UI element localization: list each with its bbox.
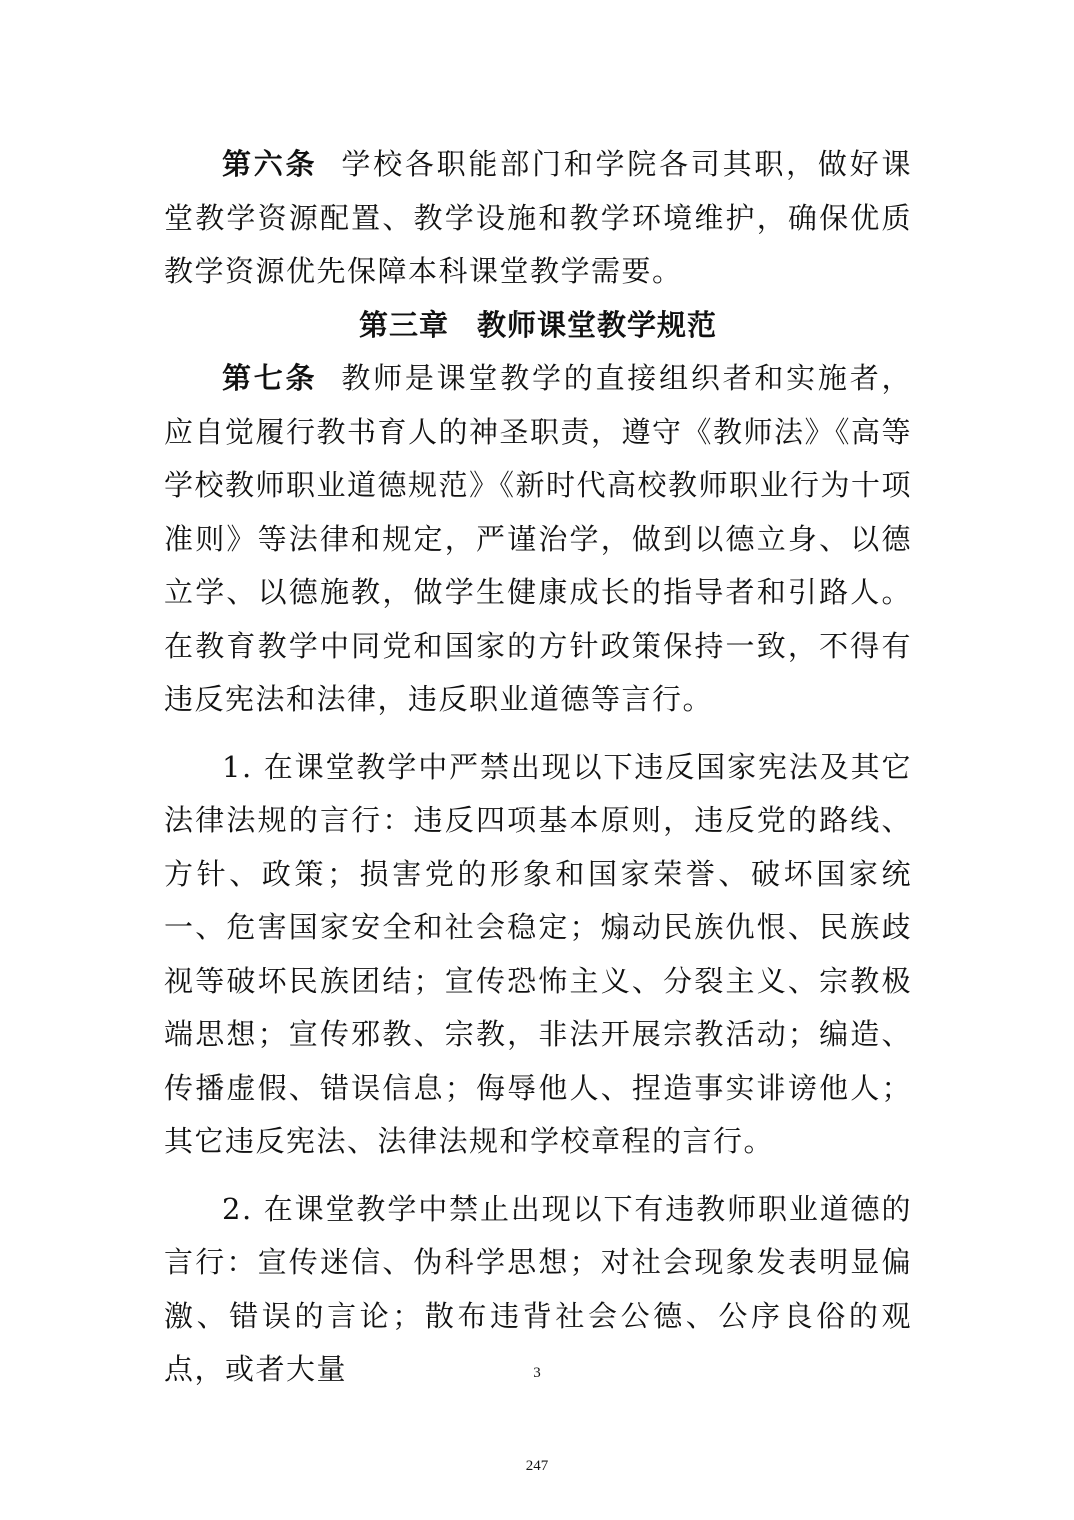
article-7-text: 教师是课堂教学的直接组织者和实施者，应自觉履行教书育人的神圣职责，遵守《教师法》《高等学校教师职业道德规范》《新时代高校教师职业行为十项准则》等法律和规定，严谨治学，做到以德立身、以德立学、以德施教，做学生健康成长的指导者和引路人。在教育教学中同党和国家的方针政策保持一致，不得有违反宪法和法律，违反职业道德等言行。 <box>164 361 913 716</box>
document-page-number: 3 <box>533 1365 541 1381</box>
chapter-heading <box>164 299 912 353</box>
list-item-1: 1. 在课堂教学中严禁出现以下违反国家宪法及其它法律法规的言行：违反四项基本原则，违反党的路线、方针、政策；损害党的形象和国家荣誉、破坏国家统一、危害国家安全和社会稳定；煽动民族仇恨、民族歧视等破坏民族团结；宣传恐怖主义、分裂主义、宗教极端思想；宣传邪教、宗教，非法开展宗教活动；编造、传播虚假、错误信息；侮辱他人、捏造事实诽谤他人；其它违反宪法、法律法规和学校章程的言行。 <box>164 749 912 1158</box>
chapter-title: 教师课堂教学规范 <box>477 307 718 342</box>
chapter-number: 第三章 <box>358 307 449 342</box>
article-6-text: 学校各职能部门和学院各司其职，做好课堂教学资源配置、教学设施和教学环境维护，确保优质教学资源优先保障本科课堂教学需要。 <box>164 147 912 288</box>
article-7-label: 第七条 <box>222 361 318 395</box>
article-6-paragraph <box>164 138 912 299</box>
document-body <box>164 138 912 1397</box>
volume-page-number: 247 <box>525 1458 549 1474</box>
list-item-2: 2. 在课堂教学中禁止出现以下有违教师职业道德的言行：宣传迷信、伪科学思想；对社会现象发表明显偏激、错误的言论；散布违背社会公德、公序良俗的观点，或者大量 <box>164 1191 912 1386</box>
article-6-label: 第六条 <box>222 147 318 181</box>
article-7-paragraph <box>164 352 912 727</box>
